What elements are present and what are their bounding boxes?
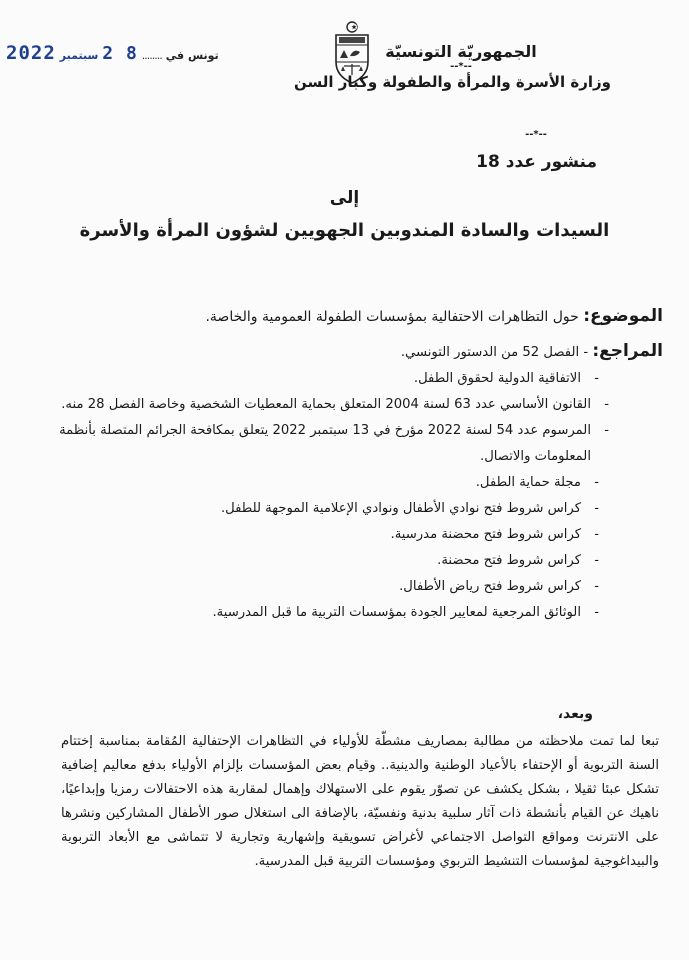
date-line [6, 42, 219, 64]
reference-item: - القانون الأساسي عدد 63 لسنة 2004 المتعلق بحماية المعطيات الشخصية وخاصة الفصل 28 منه. [23, 392, 591, 418]
circular-number: منشور عدد 18 [476, 152, 597, 172]
body-paragraph: تبعا لما تمت ملاحظته من مطالبة بمصاريف مشطّة للأولياء في التظاهرات الإحتفالية المُقامة بمناسبة إختتام السنة التربوية أو الإحتفاء بالأعياد الوطنية والدينية.. وقيام بعض المؤسسات بإلزام الأولياء بدفع معاليم إضافية تشكل عبئا ثقيلا ، بشكل يكشف عن تصوّر يقوم على الاستهلاك وإهمال لمقاربة هذه الاحتفالات رمزيا وإبداعيًا، ناهيك عن القيام بأنشطة ذات آثار سلبية بدنية ونفسيّة، بالإضافة الى استغلال صور الأطفال المشاركين ونشرها على الانترنت ومواقع التواصل الاجتماعي لأغراض تسويقية وإشهارية وتجارية لا تتماشى مع الأبعاد التربوية والبيداغوجية لمؤسسات التنشيط التربوي ومؤسسات التربية قبل المدرسية. [61, 734, 659, 869]
reference-item: - كراس شروط فتح محضنة. [23, 548, 581, 574]
reference-item: - مجلة حماية الطفل. [23, 470, 581, 496]
addressee: السيدات والسادة المندوبين الجهويين لشؤون المرأة والأسرة [79, 220, 610, 241]
republic-name: الجمهوريّة التونسيّة [385, 42, 537, 61]
ministry-name: وزارة الأسرة والمرأة والطفولة وكبار السن [293, 73, 611, 91]
stamp-day: 2 8 [102, 43, 138, 64]
reference-item: - الاتفاقية الدولية لحقوق الطفل. [23, 366, 581, 392]
reference-item: - كراس شروط فتح رياض الأطفال. [23, 574, 581, 600]
references-list [23, 366, 663, 626]
subject-label: الموضوع: [583, 306, 663, 326]
reference-item: - كراس شروط فتح نوادي الأطفال ونوادي الإعلامية الموجهة للطفل. [23, 496, 581, 522]
circular-separator: --*-- [525, 129, 547, 140]
stamp-year: 2022 [6, 42, 56, 64]
reference-item: - المرسوم عدد 54 لسنة 2022 مؤرخ في 13 سبتمبر 2022 يتعلق بمكافحة الجرائم المتصلة بأنظمة المعلومات والاتصال. [23, 418, 591, 470]
references-first-line [23, 338, 663, 366]
references-section [23, 338, 663, 626]
references-label: المراجع: [592, 341, 663, 361]
to-word: إلى [329, 188, 360, 208]
date-dots: ........ [141, 49, 162, 62]
stamp-month: سبتمبر [59, 49, 99, 62]
reference-item: - كراس شروط فتح محضنة مدرسية. [23, 522, 581, 548]
subject-line [23, 306, 663, 326]
issuer-block [293, 42, 611, 91]
then-word: وبعد، [557, 706, 593, 722]
place-label: تونس في [165, 49, 219, 62]
reference-item: - الفصل 52 من الدستور التونسي. [400, 345, 593, 360]
subject-text: حول التظاهرات الاحتفالية بمؤسسات الطفولة العمومية والخاصة. [205, 309, 584, 325]
header-separator: --*-- [450, 61, 472, 72]
reference-item: - الوثائق المرجعية لمعايير الجودة بمؤسسات التربية ما قبل المدرسية. [23, 600, 581, 626]
